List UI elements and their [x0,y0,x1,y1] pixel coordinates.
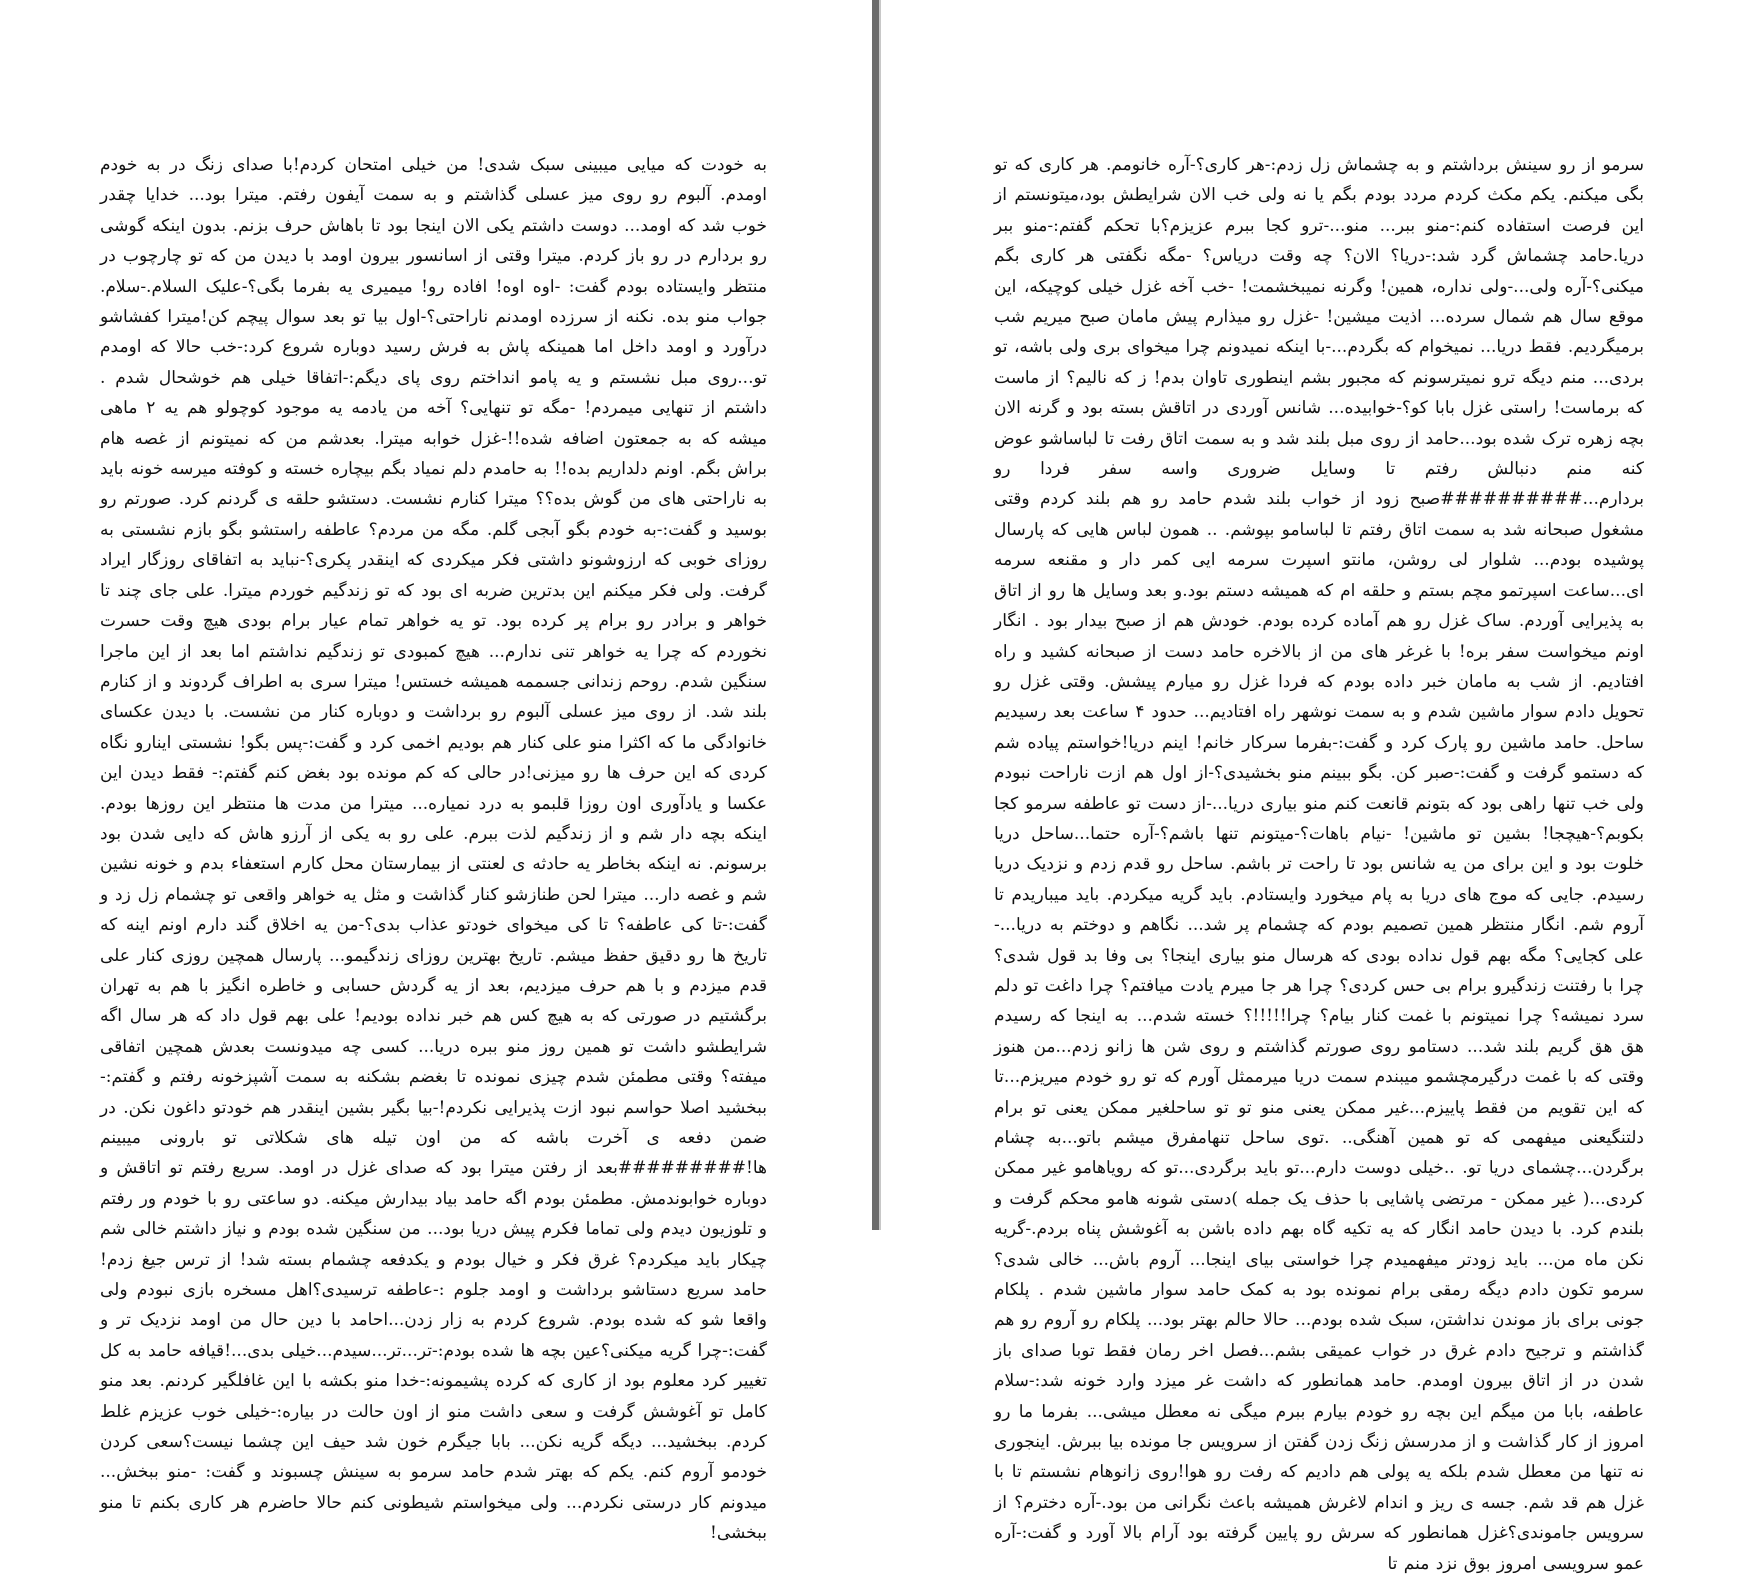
page-right [886,0,1750,1574]
page-left [0,0,868,1544]
page-divider [868,0,886,1230]
divider-edge [879,0,881,1230]
divider-bar [872,0,879,1230]
page-left-text: به خودت که میایی میبینی سبک شدی! من خیلی امتحان کردم!با صدای زنگ در به خودم اومدم. آلبوم رو روی میز عسلی گذاشتم و به سمت آیفون رفتم. میترا بود... خدایا چقدر خوب شد که اومد... دوست داشتم یکی الان اینجا بود تا باهاش حرف بزنم. بدون اینکه گوشی رو بردارم در رو باز کردم. میترا وقتی از اسانسور بیرون اومد با دیدن من که تو چارچوب در منتظر وایستاده بودم گفت: -اوه اوه! افاده رو! میمیری یه بفرما بگی؟-علیک السلام.-سلام. جواب منو بده. نکنه از سرزده اومدنم ناراحتی؟-اول بیا تو بعد سوال پیچم کن!میترا کفشاشو درآورد و اومد داخل اما همینکه پاش به فرش رسید دوباره شروع کرد:-خب حالا که اومدم تو...روی مبل نشستم و یه پامو انداختم روی پای دیگم:-اتفاقا خیلی هم خوشحال شدم . داشتم از تنهایی میمردم! -مگه تو تنهایی؟ آخه من یادمه یه موجود کوچولو هم یه ۲ ماهی میشه که به جمعتون اضافه شده!!-غزل خوابه میترا. بعدشم من که نمیتونم از غصه هام براش بگم. اونم دلداریم بده!! به حامدم دلم نمیاد بگم بیچاره خسته و کوفته میرسه خونه باید به ناراحتی های من گوش بده؟؟ میترا کنارم نشست. دستشو حلقه ی گردنم کرد. صورتم رو بوسید و گفت:-به خودم بگو آبجی گلم. مگه من مردم؟ عاطفه راستشو بگو بازم نشستی به روزای خوبی که ارزوشونو داشتی فکر میکردی که اینقدر پکری؟-نباید به اتفاقای روزگار ایراد گرفت. ولی فکر میکنم این بدترین ضربه ای بود که تو زندگیم خوردم میترا. علی جای چند تا خواهر و برادر رو برام پر کرده بود. تو یه خواهر تمام عیار برام بودی هیچ وقت حسرت نخوردم که چرا یه خواهر تنی ندارم... هیچ کمبودی تو زندگیم نداشتم اما بعد از این ماجرا سنگین شدم. روحم زندانی جسممه همیشه خستس! میترا سری به اطراف گردوند و از کنارم بلند شد. از روی میز عسلی آلبوم رو برداشت و دوباره کنار من نشست. با دیدن عکسای خانوادگی ما که اکثرا منو علی کنار هم بودیم اخمی کرد و گفت:-پس بگو! نشستی اینارو نگاه کردی که این حرف ها رو میزنی!در حالی که کم مونده بود بغض کنم گفتم:- فقط دیدن این عکسا و یادآوری اون روزا قلبمو به درد نمیاره... میترا من مدت ها منتظر این روزها بودم. اینکه بچه دار شم و از زندگیم لذت ببرم. علی رو به یکی از آرزو هاش که دایی شدن بود برسونم. نه اینکه بخاطر یه حادثه ی لعنتی از بیمارستان محل کارم استعفاء بدم و خونه نشین شم و غصه دار... میترا لحن طنازشو کنار گذاشت و مثل یه خواهر واقعی تو چشمام زل زد و گفت:-تا کی عاطفه؟ تا کی میخوای خودتو عذاب بدی؟-من یه اخلاق گند دارم اونم اینه که تاریخ ها رو دقیق حفظ میشم. تاریخ بهترین روزای زندگیمو... پارسال همچین روزی کنار علی قدم میزدم و با هم حرف میزدیم، بعد از یه گردش حسابی و خاطره انگیز با هم به تهران برگشتیم در صورتی که به هیچ کس هم خبر نداده بودیم! علی بهم قول داد که هر سال اگه شرایطشو داشت تو همین روز منو ببره دریا... کسی چه میدونست بعدش همچین اتفاقی میفته؟ وقتی مطمئن شدم چیزی نمونده تا بغضم بشکنه به سمت آشپزخونه رفتم و گفتم:-ببخشید اصلا حواسم نبود ازت پذیرایی نکردم!-بیا بگیر بشین اینقدر هم خودتو داغون نکن. در ضمن دفعه ی آخرت باشه که من اون تیله های شکلاتی تو بارونی میبینم ها!#########بعد از رفتن میترا بود که صدای غزل در اومد. سریع رفتم تو اتاقش و دوباره خوابوندمش. مطمئن بودم اگه حامد بیاد بیدارش میکنه. دو ساعتی رو با خودم ور رفتم و تلوزیون دیدم ولی تماما فکرم پیش دریا بود... من سنگین شده بودم و نیاز داشتم خالی شم چیکار باید میکردم؟ غرق فکر و خیال بودم و یکدفعه چشمام بسته شد! از ترس جیغ زدم! حامد سریع دستاشو برداشت و اومد جلوم :-عاطفه ترسیدی؟اهل مسخره بازی نبودم ولی واقعا شو که شده بودم. شروع کردم به زار زدن...احامد با دین حال من اومد نزدیک تر و گفت:-چرا گریه میکنی؟عین بچه ها شده بودم:-تر...تر...سیدم...خیلی بدی...!قیافه حامد به کل تغییر کرد معلوم بود از کاری که کرده پشیمونه:-خدا منو بکشه با این غافلگیر کردنم. بعد منو کامل تو آغوشش گرفت و سعی داشت منو از اون حالت در بیاره:-خیلی خوب عزیزم غلط کردم. ببخشید... دیگه گریه نکن... بابا جیگرم خون شد حیف این چشما نیست؟سعی کردن خودمو آروم کنم. یکم که بهتر شدم حامد سرمو به سینش چسبوند و گفت: -منو ببخش... میدونم کار درستی نکردم... ولی میخواستم شیطونی کنم حالا حاضرم هر کاری بکنم تا منو ببخشی! [100,155,768,1544]
page-right-text: سرمو از رو سینش برداشتم و به چشماش زل زدم:-هر کاری؟-آره خانومم. هر کاری که تو بگی میکنم. یکم مکث کردم مردد بودم بگم یا نه ولی خب الان شرایطش بود،میتونستم از این فرصت استفاده کنم:-منو ببر... منو...-ترو کجا ببرم عزیزم؟با تحکم گفتم:-منو ببر دریا.حامد چشماش گرد شد:-دریا؟ الان؟ چه وقت دریاس؟ -مگه نگفتی هر کاری بگم میکنی؟-آره ولی...-ولی نداره، همین! وگرنه نمیبخشمت! -خب آخه غزل خیلی کوچیکه، این موقع سال هم شمال سرده... اذیت میشین! -غزل رو میذارم پیش مامان صبح میریم شب برمیگردیم. فقط دریا... نمیخوام که بگردم...-با اینکه نمیدونم چرا میخوای بری ولی باشه، تو بردی... منم دیگه ترو نمیترسونم که مجبور بشم اینطوری تاوان بدم! ز که نالیم؟ از ماست که برماست! راستی غزل بابا کو؟-خوابیده... شانس آوردی در اتاقش بسته بود و گرنه الان بچه زهره ترک شده بود...حامد از روی مبل بلند شد و به سمت اتاق رفت تا لباساشو عوض کنه منم دنبالش رفتم تا وسایل ضروری واسه سفر فردا رو بردارم...##########صبح زود از خواب بلند شدم حامد رو هم بلند کردم وقتی مشغول صبحانه شد به سمت اتاق رفتم تا لباسامو بپوشم. .. همون لباس هایی که پارسال پوشیده بودم... شلوار لی روشن، مانتو اسپرت سرمه ایی کمر دار و مقنعه سرمه ای...ساعت اسپرتمو م‍چم بستم و حلقه ام که همیشه دستم بود.و بعد وسایل ها رو از اتاق به پذیرایی آوردم. ساک غزل رو هم آماده کرده بودم. خودش هم از صبح بیدار بود . انگار اونم میخواست سفر بره! با غرغر های من از بالاخره حامد دست از صبحانه کشید و راه افتادیم. از شب به مامان خبر داده بودم که فردا غزل رو میارم پیشش. وقتی غزل رو تحویل دادم سوار ماشین شدم و به سمت نوشهر راه افتادیم... حدود ۴ ساعت بعد رسیدیم ساحل. حامد ماشین رو پارک کرد و گفت:-بفرما سرکار خانم! اینم دریا!خواستم پیاده شم که دستمو گرفت و گفت:-صبر کن. بگو ببینم منو بخشیدی؟-از اول هم ازت ناراحت نبودم ولی خب تنها راهی بود که بتونم قانعت کنم منو بیاری دریا...-از دست تو عاطفه سرمو کجا بکوبم؟-هیچجا! بشین تو ماشین! -نیام باهات؟-میتونم تنها باشم؟-آره حتما...ساحل دریا خلوت بود و این برای من یه شانس بود تا راحت تر باشم. ساحل رو قدم زدم و نزدیک دریا رسیدم. جایی که موج های دریا به پام میخورد وایستادم. باید گریه میکردم. باید میباریدم تا آروم شم. انگار منتظر همین تصمیم بودم که چشمام پر شد... نگاهم و دوختم به دریا...-علی کجایی؟ مگه بهم قول نداده بودی که هرسال منو بیاری اینجا؟ بی وفا بد قول شدی؟ چرا با رفتنت زندگیرو برام بی حس کردی؟ چرا هر جا میرم یادت میافتم؟ چرا داغت تو دلم سرد نمیشه؟ چرا نمیتونم با غمت کنار بیام؟ چرا!!!!!؟ خسته شدم... به اینجا که رسیدم هق هق گریم بلند شد... دستامو روی صورتم گذاشتم و روی شن ها زانو زدم...من هنوز وقتی که با غمت درگیرمچشمو میبندم سمت دریا میرممثل آورم که تو رو خودم میریزم...تا که این تقویم من فقط پاییزم...غیر ممکن یعنی منو تو تو ساحلغیر ممکن یعنی تو برام دلتنگیعنی میفهمی که تو همین آهنگی.. .توی ساحل تنهامفرق میشم باتو...به چشام برگردن...چشمای دریا تو. ..خیلی دوست دارم...تو باید برگردی...تو که رویاهامو غیر ممکن کردی...( غیر ممکن - مرتضی پاشایی با حذف یک جمله )دستی شونه هامو محکم گرفت و بلندم کرد. با دیدن حامد انگار که یه تکیه گاه بهم داده باشن به آغوشش پناه بردم.-گریه نکن ماه من... باید زودتر میفهمیدم چرا خواستی بیای اینجا... آروم باش... خالی شدی؟سرمو تکون دادم دیگه رمقی برام نمونده بود به کمک حامد سوار ماشین شدم . پلکام جونی برای باز موندن نداشتن، سبک شده بودم... حالا حالم بهتر بود... پلکام رو آروم رو هم گذاشتم و ترجیح دادم غرق در خواب عمیقی بشم...فصل اخر رمان فقط توبا صدای باز شدن در از اتاق بیرون اومدم. حامد همانطور که داشت غر میزد وارد خونه شد:-سلام عاطفه، بابا من میگم این بچه رو خودم بیارم ببرم میگی نه معطل میشی... بفرما ما رو امروز از کار گذاشت و از مدرسش زنگ زدن گفتن از سرویس جا مونده بیا ببرش. اینجوری نه تنها من معطل شدم بلکه یه پولی هم دادیم که رفت رو هوا!روی زانوهام نشستم تا با غزل هم قد شم. جسه ی ریز و اندام لاغرش همیشه باعث نگرانی من بود.-آره دخترم؟ از سرویس جاموندی؟غزل همانطور که سرش رو پایین گرفته بود آرام بالا آورد و گفت:-آره عمو سرویسی امروز بوق نزد منم تا [994,155,1644,1574]
